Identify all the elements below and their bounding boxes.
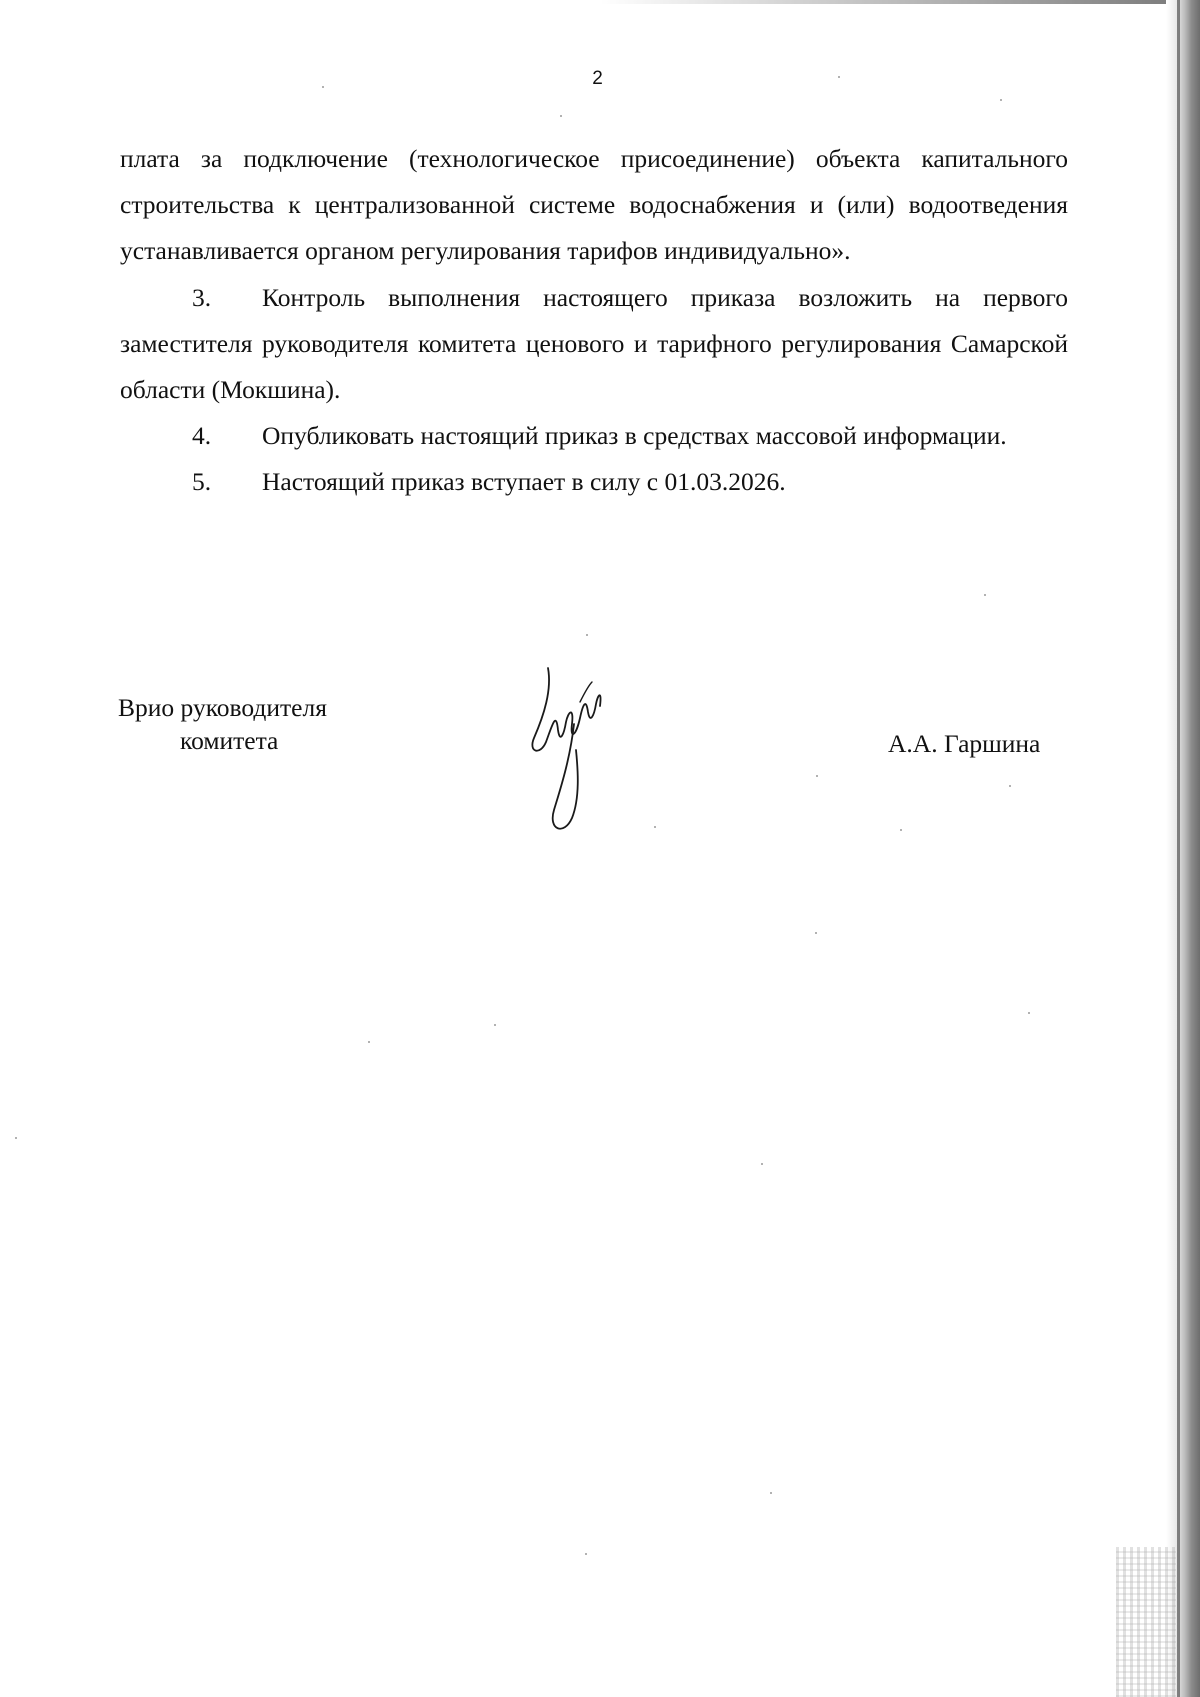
scan-speck	[1028, 1012, 1030, 1014]
handwritten-signature	[530, 660, 630, 835]
list-item	[120, 459, 1068, 505]
document-body	[120, 136, 1068, 506]
list-item-text: Опубликовать настоящий приказ в средствах массовой информации.	[262, 421, 1007, 451]
scan-speck	[816, 775, 818, 777]
signer-position-line2: комитета	[180, 726, 279, 755]
list-item-text: Контроль выполнения настоящего приказа возложить на первого заместителя руководителя комитета ценового и тарифного регулирования Самарской области (Мокшина).	[120, 282, 1068, 405]
scan-speck	[654, 826, 656, 828]
scan-speck	[1009, 785, 1011, 787]
list-item-number: 5.	[192, 467, 212, 497]
scan-speck	[770, 1492, 772, 1494]
list-item	[120, 413, 1068, 459]
scan-corner-noise	[1116, 1547, 1176, 1697]
scan-right-edge	[1166, 0, 1200, 1697]
scan-speck	[15, 1137, 17, 1139]
scan-speck	[586, 634, 588, 636]
scan-top-shadow	[600, 0, 1200, 4]
scan-speck	[838, 76, 840, 78]
scan-speck	[1000, 99, 1002, 101]
signer-name: А.А. Гаршина	[888, 729, 1041, 758]
signer-position-line1: Врио руководителя	[118, 693, 327, 722]
scan-speck	[560, 115, 562, 117]
signer-position	[118, 691, 327, 757]
list-item-number: 4.	[192, 421, 212, 451]
list-item-text: Настоящий приказ вступает в силу с 01.03.2026.	[262, 467, 786, 497]
scan-speck	[494, 1024, 496, 1026]
scan-speck	[815, 932, 817, 934]
list-item-number: 3.	[192, 282, 212, 312]
scan-speck	[984, 594, 986, 596]
scan-speck	[761, 1163, 763, 1165]
scan-edge-line	[1177, 0, 1180, 1697]
scan-speck	[322, 86, 324, 88]
intro-paragraph: плата за подключение (технологическое присоединение) объекта капитального строительства к централизованной системе водоснабжения и (или) водоотведения устанавливается органом регулирования тарифов индивидуально».	[120, 144, 1068, 266]
scan-speck	[585, 1553, 587, 1555]
scan-speck	[368, 1041, 370, 1043]
scan-speck	[900, 829, 902, 831]
list-item	[120, 275, 1068, 414]
page-number: 2	[592, 68, 603, 89]
